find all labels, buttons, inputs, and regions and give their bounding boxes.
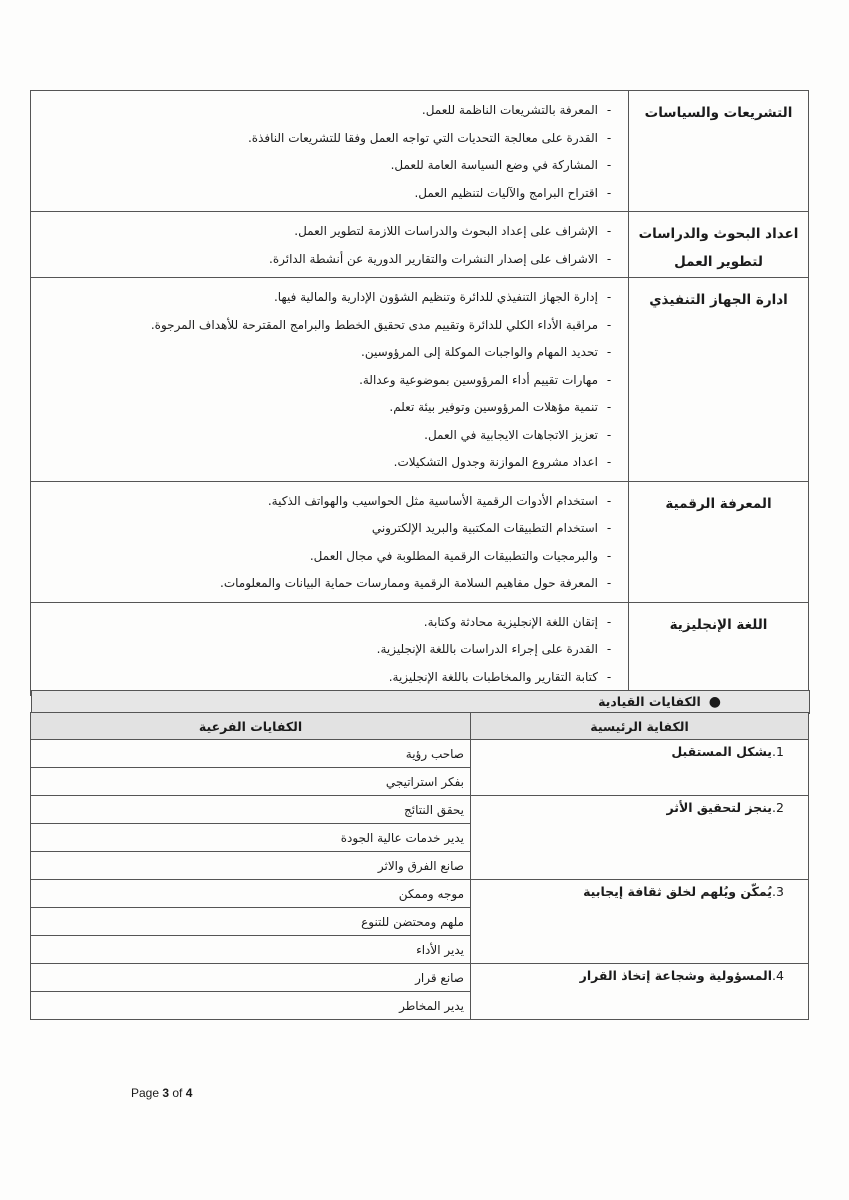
dash-marker: - (606, 576, 612, 590)
skills-table (30, 90, 809, 696)
skill-item (45, 367, 620, 395)
main-competency-text: ينجز لتحقيق الأثر (666, 800, 772, 815)
skill-item-text: اعداد مشروع الموازنة وجدول التشكيلات. (393, 455, 598, 469)
skill-item-text: القدرة على معالجة التحديات التي تواجه العمل وفقا للتشريعات النافذة. (247, 130, 598, 145)
sub-competency-cell: يدير خدمات عالية الجودة (31, 824, 471, 852)
sub-competency-cell: يدير المخاطر (31, 992, 471, 1020)
main-competency-cell (471, 964, 809, 1020)
dash-marker: - (606, 103, 612, 117)
dash-marker: - (606, 185, 612, 200)
skill-area-label: المعرفة الرقمية (629, 481, 809, 602)
main-competency-cell (471, 796, 809, 880)
skill-item-text: الاشراف على إصدار النشرات والتقارير الدورية عن أنشطة الدائرة. (269, 251, 598, 266)
dash-marker: - (606, 224, 612, 238)
skill-item-text: اقتراح البرامج والآليات لتنظيم العمل. (414, 185, 598, 200)
skill-item (45, 246, 620, 274)
skill-item (45, 609, 620, 637)
competency-number: 2. (772, 800, 784, 815)
footer-current-page: 3 (162, 1086, 170, 1100)
skill-area-label: ادارة الجهاز التنفيذي (629, 278, 809, 482)
sub-competency-cell: يدير الأداء (31, 936, 471, 964)
sub-competency-cell: صانع الفرق والاثر (31, 852, 471, 880)
skill-item-text: كتابة التقارير والمخاطبات باللغة الإنجليزية. (388, 669, 598, 684)
sub-competency-cell: موجه وممكن (31, 880, 471, 908)
skill-item (45, 97, 620, 125)
skill-item-text: والبرمجيات والتطبيقات الرقمية المطلوبة في مجال العمل. (309, 548, 598, 563)
skill-item-text: استخدام التطبيقات المكتبية والبريد الإلكتروني (371, 521, 598, 535)
dash-marker: - (606, 317, 612, 332)
sub-competency-cell: بفكر استراتيجي (31, 768, 471, 796)
skill-item (45, 394, 620, 422)
skill-items-cell (31, 91, 629, 212)
dash-marker: - (606, 669, 612, 684)
dash-marker: - (606, 400, 612, 414)
dash-marker: - (606, 614, 612, 629)
skill-item (45, 449, 620, 477)
skill-item (45, 218, 620, 246)
skill-item (45, 152, 620, 180)
skill-item (45, 180, 620, 208)
skill-item-text: المعرفة بالتشريعات الناظمة للعمل. (421, 103, 598, 117)
skill-area-label: اعداد البحوث والدراسات لتطوير العمل (629, 212, 809, 278)
skill-items-cell (31, 278, 629, 482)
main-competency-text: المسؤولية وشجاعة إتخاذ القرار (579, 968, 772, 983)
footer-mid: of (169, 1086, 186, 1100)
main-competency-header: الكفاية الرئيسية (471, 713, 809, 740)
skill-item-text: القدرة على إجراء الدراسات باللغة الإنجليزية. (376, 642, 598, 656)
skill-item (45, 515, 620, 543)
leadership-row (31, 964, 809, 992)
skill-item (45, 664, 620, 692)
leadership-row (31, 740, 809, 768)
skill-item-text: مهارات تقييم أداء المرؤوسين بموضوعية وعدالة. (359, 372, 598, 387)
skill-item-text: الإشراف على إعداد البحوث والدراسات اللازمة لتطوير العمل. (294, 224, 598, 238)
skills-row (31, 212, 809, 278)
dash-marker: - (606, 290, 612, 304)
dash-marker: - (606, 642, 612, 656)
skill-item-text: المعرفة حول مفاهيم السلامة الرقمية وممارسات حماية البيانات والمعلومات. (220, 576, 598, 590)
dash-marker: - (606, 130, 612, 145)
skill-item-text: إدارة الجهاز التنفيذي للدائرة وتنظيم الشؤون الإدارية والمالية فيها. (273, 290, 598, 304)
leadership-row (31, 796, 809, 824)
leadership-header-row (31, 713, 809, 740)
skill-area-label: اللغة الإنجليزية (629, 602, 809, 696)
sub-competency-cell: ملهم ومحتضن للتنوع (31, 908, 471, 936)
skill-item-text: تحديد المهام والواجبات الموكلة إلى المرؤوسين. (361, 345, 598, 359)
dash-marker: - (606, 427, 612, 442)
dash-marker: - (606, 251, 612, 266)
footer-prefix: Page (131, 1086, 163, 1100)
competency-number: 4. (772, 968, 784, 983)
skill-item (45, 284, 620, 312)
leadership-table (30, 712, 809, 1020)
dash-marker: - (606, 521, 612, 535)
dash-marker: - (606, 345, 612, 359)
sub-competency-header: الكفايات الفرعية (31, 713, 471, 740)
dash-marker: - (606, 493, 612, 508)
leadership-row (31, 880, 809, 908)
dash-marker: - (606, 158, 612, 172)
sub-competency-cell: صاحب رؤية (31, 740, 471, 768)
sub-competency-cell: صانع قرار (31, 964, 471, 992)
skill-item (45, 125, 620, 153)
skill-item (45, 488, 620, 516)
skill-item-text: إتقان اللغة الإنجليزية محادثة وكتابة. (423, 614, 598, 629)
skill-item-text: تعزيز الاتجاهات الايجابية في العمل. (424, 427, 598, 442)
main-competency-cell (471, 740, 809, 796)
skill-items-cell (31, 481, 629, 602)
skill-item (45, 339, 620, 367)
skill-item (45, 422, 620, 450)
skill-items-cell (31, 212, 629, 278)
bullet-icon: ● (708, 694, 721, 710)
main-competency-text: يُمكّن ويُلهم لخلق ثقافة إيجابية (583, 884, 772, 899)
skills-row (31, 91, 809, 212)
leadership-title: الكفايات القيادية (598, 694, 701, 709)
dash-marker: - (606, 548, 612, 563)
competency-number: 1. (772, 744, 784, 759)
skills-row (31, 481, 809, 602)
page-footer (131, 1086, 192, 1100)
skill-item-text: استخدام الأدوات الرقمية الأساسية مثل الحواسيب والهواتف الذكية. (267, 493, 598, 508)
skill-item-text: المشاركة في وضع السياسة العامة للعمل. (390, 158, 598, 172)
skill-items-cell (31, 602, 629, 696)
dash-marker: - (606, 455, 612, 469)
skills-row (31, 278, 809, 482)
skills-row (31, 602, 809, 696)
skill-item (45, 636, 620, 664)
skill-item (45, 570, 620, 598)
footer-total-pages: 4 (185, 1086, 193, 1100)
skill-item-text: مراقبة الأداء الكلي للدائرة وتقييم مدى تحقيق الخطط والبرامج المقترحة للأهداف المرجوة. (150, 317, 598, 332)
skill-area-label: التشريعات والسياسات (629, 91, 809, 212)
main-competency-cell (471, 880, 809, 964)
leadership-section-header (31, 690, 810, 714)
sub-competency-cell: يحقق النتائج (31, 796, 471, 824)
skill-item-text: تنمية مؤهلات المرؤوسين وتوفير بيئة تعلم. (389, 400, 598, 414)
skill-item (45, 312, 620, 340)
skill-item (45, 543, 620, 571)
competency-number: 3. (772, 884, 784, 899)
main-competency-text: يشكل المستقبل (671, 744, 772, 759)
dash-marker: - (606, 372, 612, 387)
